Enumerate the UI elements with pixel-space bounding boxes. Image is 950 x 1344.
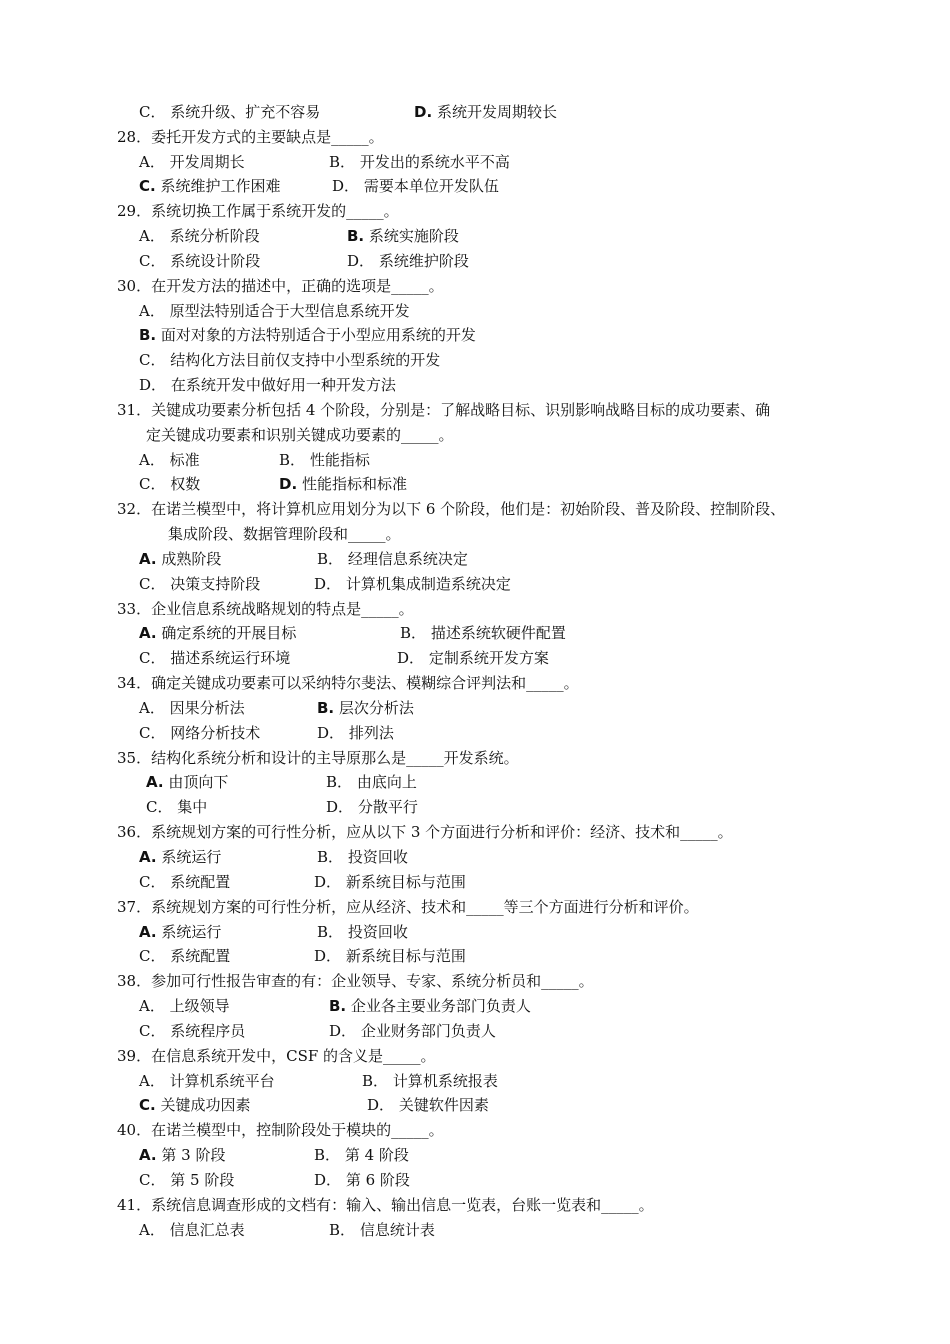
option-text: 计算机系统报表	[392, 1072, 498, 1090]
option-letter: D.	[279, 475, 298, 493]
option-item	[347, 224, 459, 249]
option-text: 系统维护阶段	[378, 252, 469, 270]
option-text: 结构化方法目前仅支持中小型系统的开发	[170, 351, 441, 369]
option-text: 系统开发周期较长	[436, 103, 557, 121]
option-text: 确定系统的开展目标	[161, 624, 297, 642]
option-text: 由顶向下	[168, 773, 229, 791]
option-item	[139, 870, 230, 895]
option-letter: A.	[146, 773, 164, 791]
option-letter: A.	[139, 550, 157, 568]
option-text: 面对对象的方法特别适合于小型应用系统的开发	[160, 326, 476, 344]
option-letter: B．	[329, 153, 356, 171]
question-line: 38．参加可行性报告审查的有：企业领导、专家、系统分析员和_____。	[117, 972, 594, 990]
option-item	[139, 448, 200, 473]
option-item	[329, 1218, 435, 1243]
option-letter: C．	[139, 1022, 166, 1040]
option-text: 成熟阶段	[161, 550, 222, 568]
option-text: 系统程序员	[170, 1022, 246, 1040]
option-item	[139, 1218, 245, 1243]
option-item	[332, 174, 499, 199]
option-item	[279, 472, 407, 497]
option-text: 因果分析法	[169, 699, 245, 717]
option-text: 描述系统软硬件配置	[430, 624, 566, 642]
option-item	[362, 1069, 498, 1094]
question-line: 39．在信息系统开发中，CSF 的含义是_____。	[117, 1047, 436, 1065]
option-text: 关键成功因素	[160, 1096, 251, 1114]
option-letter: D．	[332, 177, 360, 195]
option-letter: C．	[139, 724, 166, 742]
option-text: 系统运行	[161, 848, 222, 866]
option-item	[139, 224, 260, 249]
option-letter: C.	[139, 1096, 156, 1114]
option-letter: D．	[314, 873, 342, 891]
option-text: 上级领导	[169, 997, 230, 1015]
option-item	[329, 150, 510, 175]
option-text: 计算机集成制造系统决定	[345, 575, 511, 593]
option-item	[317, 547, 468, 572]
option-item	[139, 249, 260, 274]
option-letter: C．	[139, 475, 166, 493]
option-item	[146, 795, 207, 820]
option-item	[139, 944, 230, 969]
option-letter: D．	[329, 1022, 357, 1040]
option-text: 分散平行	[357, 798, 418, 816]
option-item	[414, 100, 557, 125]
option-letter: C．	[139, 649, 166, 667]
option-letter: C．	[139, 947, 166, 965]
option-text: 决策支持阶段	[170, 575, 261, 593]
option-letter: C．	[139, 575, 166, 593]
option-letter: A．	[139, 451, 165, 469]
option-item	[279, 448, 370, 473]
option-text: 第 6 阶段	[345, 1171, 410, 1189]
option-letter: D．	[314, 575, 342, 593]
option-item	[397, 646, 549, 671]
option-item	[139, 696, 245, 721]
option-item	[139, 299, 410, 324]
option-text: 在系统开发中做好用一种开发方法	[170, 376, 396, 394]
option-item	[139, 572, 260, 597]
option-text: 由底向上	[356, 773, 417, 791]
option-item	[139, 323, 476, 348]
option-letter: D．	[314, 947, 342, 965]
question-line: 定关键成功要素和识别关键成功要素的_____。	[146, 426, 454, 444]
option-letter: B．	[279, 451, 306, 469]
option-letter: A．	[139, 227, 165, 245]
option-text: 描述系统运行环境	[170, 649, 291, 667]
option-item	[329, 994, 531, 1019]
option-text: 系统配置	[170, 947, 231, 965]
option-letter: C．	[139, 351, 166, 369]
option-letter: D．	[347, 252, 375, 270]
option-text: 第 5 阶段	[170, 1171, 235, 1189]
option-item	[367, 1093, 489, 1118]
question-line: 集成阶段、数据管理阶段和_____。	[168, 525, 401, 543]
option-letter: C．	[139, 103, 166, 121]
question-line: 37．系统规划方案的可行性分析，应从经济、技术和_____等三个方面进行分析和评价。	[117, 898, 699, 916]
option-text: 企业各主要业务部门负责人	[350, 997, 531, 1015]
option-letter: A.	[139, 923, 157, 941]
option-letter: A.	[139, 1146, 157, 1164]
option-text: 投资回收	[347, 923, 408, 941]
option-letter: D．	[139, 376, 167, 394]
option-item	[317, 696, 414, 721]
option-text: 信息汇总表	[169, 1221, 245, 1239]
option-text: 集中	[177, 798, 208, 816]
option-letter: B．	[317, 923, 344, 941]
option-letter: B．	[362, 1072, 389, 1090]
option-item	[139, 1069, 275, 1094]
option-item	[139, 1019, 245, 1044]
option-text: 系统维护工作困难	[160, 177, 281, 195]
option-item	[139, 994, 230, 1019]
option-letter: A．	[139, 302, 165, 320]
question-line: 35．结构化系统分析和设计的主导原那么是_____开发系统。	[117, 749, 519, 767]
option-text: 关键软件因素	[398, 1096, 489, 1114]
option-text: 需要本单位开发队伍	[363, 177, 499, 195]
option-item	[139, 1093, 251, 1118]
option-letter: D．	[314, 1171, 342, 1189]
option-letter: A.	[139, 848, 157, 866]
option-text: 第 3 阶段	[161, 1146, 226, 1164]
option-item	[317, 920, 408, 945]
option-text: 信息统计表	[359, 1221, 435, 1239]
question-line: 40．在诺兰模型中，控制阶段处于模块的_____。	[117, 1121, 444, 1139]
option-text: 新系统目标与范围	[345, 873, 466, 891]
option-letter: B．	[314, 1146, 341, 1164]
option-letter: A．	[139, 997, 165, 1015]
option-letter: C．	[139, 252, 166, 270]
option-text: 权数	[170, 475, 201, 493]
option-item	[314, 944, 466, 969]
option-text: 系统设计阶段	[170, 252, 261, 270]
option-item	[146, 770, 228, 795]
option-letter: C．	[139, 1171, 166, 1189]
option-item	[347, 249, 469, 274]
question-line: 34．确定关键成功要素可以采纳特尔斐法、模糊综合评判法和_____。	[117, 674, 579, 692]
option-text: 开发出的系统水平不高	[359, 153, 510, 171]
option-text: 系统升级、扩充不容易	[170, 103, 321, 121]
option-item	[139, 100, 320, 125]
option-text: 开发周期长	[169, 153, 245, 171]
option-letter: B．	[317, 848, 344, 866]
option-letter: A．	[139, 699, 165, 717]
option-item	[317, 845, 408, 870]
option-text: 性能指标	[309, 451, 370, 469]
option-item	[139, 547, 221, 572]
option-item	[326, 795, 418, 820]
option-item	[139, 150, 245, 175]
option-letter: D．	[317, 724, 345, 742]
option-letter: B.	[329, 997, 347, 1015]
option-text: 排列法	[348, 724, 394, 742]
option-text: 系统配置	[170, 873, 231, 891]
option-item	[314, 1143, 409, 1168]
option-text: 原型法特别适合于大型信息系统开发	[169, 302, 410, 320]
option-item	[314, 1168, 410, 1193]
option-item	[139, 1143, 225, 1168]
option-letter: D．	[397, 649, 425, 667]
option-text: 定制系统开发方案	[428, 649, 549, 667]
option-letter: A.	[139, 624, 157, 642]
option-letter: B．	[400, 624, 427, 642]
option-item	[139, 621, 296, 646]
option-text: 新系统目标与范围	[345, 947, 466, 965]
option-letter: B.	[139, 326, 157, 344]
option-item	[139, 373, 396, 398]
option-item	[314, 572, 511, 597]
option-item	[317, 721, 394, 746]
option-letter: B.	[347, 227, 365, 245]
option-text: 系统实施阶段	[368, 227, 459, 245]
option-letter: D．	[367, 1096, 395, 1114]
question-line: 33．企业信息系统战略规划的特点是_____。	[117, 600, 414, 618]
option-item	[139, 646, 290, 671]
option-text: 经理信息系统决定	[347, 550, 468, 568]
option-item	[139, 1168, 234, 1193]
option-text: 计算机系统平台	[169, 1072, 275, 1090]
option-text: 投资回收	[347, 848, 408, 866]
option-letter: A．	[139, 153, 165, 171]
option-text: 企业财务部门负责人	[360, 1022, 496, 1040]
option-text: 系统运行	[161, 923, 222, 941]
option-item	[314, 870, 466, 895]
option-letter: B．	[317, 550, 344, 568]
option-item	[139, 472, 200, 497]
question-line: 31．关键成功要素分析包括 4 个阶段，分别是：了解战略目标、识别影响战略目标的成功要素、确	[117, 401, 771, 419]
question-line: 41．系统信息调查形成的文档有：输入、输出信息一览表，台账一览表和_____。	[117, 1196, 654, 1214]
question-line: 29．系统切换工作属于系统开发的_____。	[117, 202, 399, 220]
option-item	[329, 1019, 496, 1044]
option-letter: A．	[139, 1221, 165, 1239]
question-line: 28．委托开发方式的主要缺点是_____。	[117, 128, 384, 146]
option-letter: C．	[139, 873, 166, 891]
option-item	[400, 621, 566, 646]
option-text: 第 4 阶段	[344, 1146, 409, 1164]
option-text: 网络分析技术	[170, 724, 261, 742]
option-text: 性能指标和标准	[301, 475, 407, 493]
option-text: 层次分析法	[338, 699, 414, 717]
option-letter: B．	[326, 773, 353, 791]
option-text: 标准	[169, 451, 200, 469]
option-item	[139, 845, 221, 870]
option-item	[139, 721, 260, 746]
option-item	[139, 348, 440, 373]
option-letter: B.	[317, 699, 335, 717]
option-item	[326, 770, 417, 795]
option-letter: D．	[326, 798, 354, 816]
option-item	[139, 920, 221, 945]
option-text: 系统分析阶段	[169, 227, 260, 245]
option-letter: D.	[414, 103, 433, 121]
question-line: 30．在开发方法的描述中，正确的选项是_____。	[117, 277, 444, 295]
option-letter: C．	[146, 798, 173, 816]
option-item	[139, 174, 281, 199]
question-line: 32．在诺兰模型中，将计算机应用划分为以下 6 个阶段，他们是：初始阶段、普及阶段、控制阶段、	[117, 500, 786, 518]
question-line: 36．系统规划方案的可行性分析，应从以下 3 个方面进行分析和评价：经济、技术和_____。	[117, 823, 733, 841]
option-letter: A．	[139, 1072, 165, 1090]
option-letter: C.	[139, 177, 156, 195]
option-letter: B．	[329, 1221, 356, 1239]
